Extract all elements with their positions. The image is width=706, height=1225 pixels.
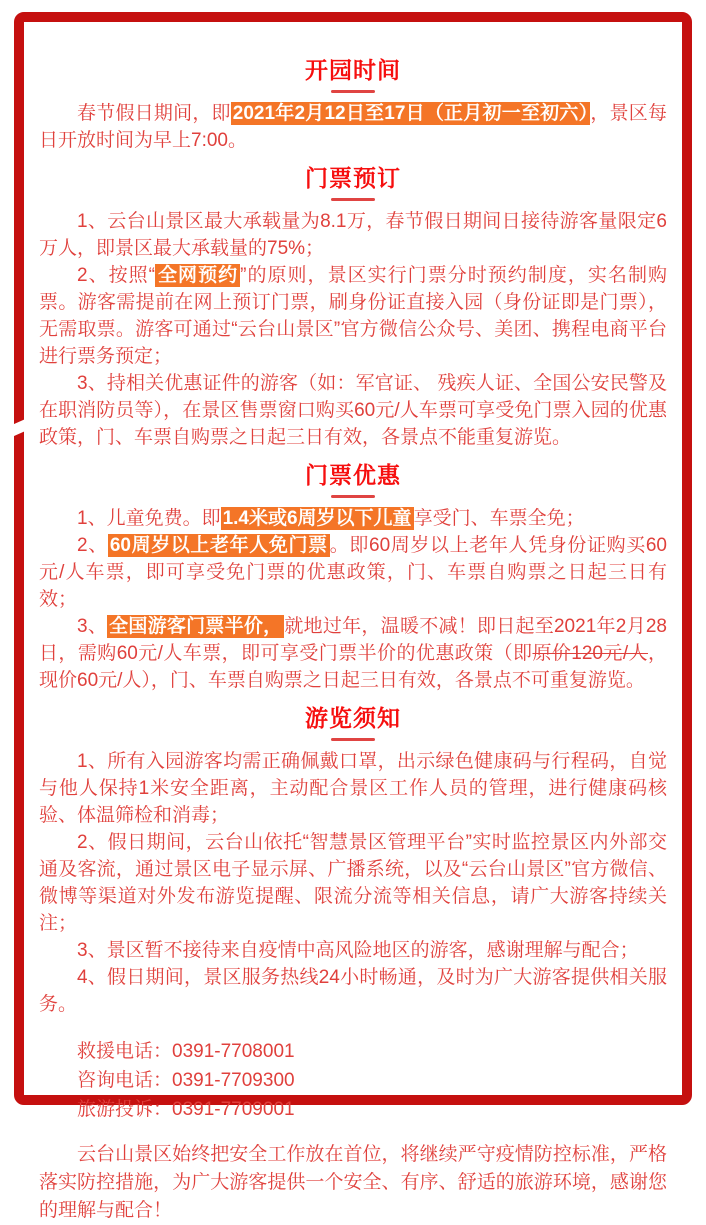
section-title: 门票优惠 (305, 462, 401, 488)
text-run: 2、假日期间，云台山依托“智慧景区管理平台”实时监控景区内外部交通及客流，通过景区电子显示屏、广播系统，以及“云台山景区”官方微信、微博等渠道对外发布游览提醒、限流分流等相关信息，请广大游客持续关注； (39, 832, 667, 934)
text-run: ，景区每日开放时间为早上7:00。 (39, 103, 667, 151)
highlighted-text: 全国游客门票半价， (109, 616, 283, 637)
inquiry-phone-line (39, 1067, 667, 1094)
section-ticket-booking (39, 164, 667, 451)
text-run: 享受门、车票全免； (413, 508, 585, 529)
paragraph (39, 370, 667, 451)
section-title: 门票预订 (305, 165, 401, 191)
phone-number: 0391-7709001 (172, 1099, 295, 1120)
complaint-phone-line (39, 1096, 667, 1123)
title-divider (331, 495, 375, 498)
text-run: 就地过年，温暖不减！即日起至2021年2月28日，需购60元/人车票，即可享受门票半价的优惠政策（即 (39, 616, 667, 664)
text-run: 1、所有入园游客均需正确佩戴口罩，出示绿色健康码与行程码，自觉与他人保持1米安全距离，主动配合景区工作人员的管理，进行健康码核验、体温筛检和消毒； (39, 751, 667, 826)
text-run: ，现价60元/人），门、车票自购票之日起三日有效，各景点不可重复游览。 (39, 643, 667, 691)
text-run: 。即60周岁以上老年人凭身份证购买60元/人车票，即可享受免门票的优惠政策，门、车票自购票之日起三日有效； (39, 535, 667, 610)
text-run: 3、持相关优惠证件的游客（如：军官证、 残疾人证、全国公安民警及在职消防员等），在景区售票窗口购买60元/人车票可享受免门票入园的优惠政策，门、车票自购票之日起三日有效，各景点不能重复游览。 (39, 373, 667, 448)
paragraph (39, 748, 667, 829)
notice-content (24, 22, 682, 1221)
highlighted-text: 2021年2月12日至17日（正月初一至初六） (232, 103, 589, 124)
paragraph (39, 262, 667, 370)
phone-number: 0391-7709300 (172, 1070, 295, 1091)
phone-label: 咨询电话： (77, 1070, 173, 1091)
section-visitor-notice (39, 704, 667, 1018)
paragraph (39, 208, 667, 262)
section-title: 游览须知 (305, 705, 401, 731)
text-run: 3、景区暂不接待来自疫情中高风险地区的游客，感谢理解与配合； (77, 940, 639, 961)
paragraph (39, 100, 667, 154)
section-opening-time (39, 56, 667, 154)
text-run: 1、儿童免费。即 (77, 508, 221, 529)
phone-number: 0391-7708001 (172, 1041, 295, 1062)
paragraph (39, 964, 667, 1018)
text-run: ”的原则，景区实行门票分时预约制度，实名制购票。游客需提前在网上预订门票，刷身份证直接入园（身份证即是门票），无需取票。游客可通过“云台山景区”官方微信公众号、美团、携程电商平台进行票务预定； (39, 265, 667, 367)
text-run: 1、云台山景区最大承载量为8.1万，春节假日期间日接待游客量限定6万人，即景区最大承载量的75%； (39, 211, 667, 259)
contact-phone-list (39, 1038, 667, 1123)
text-run: 春节假日期间，即 (77, 103, 231, 124)
text-run: 2、 (77, 535, 108, 556)
highlighted-text: 60周岁以上老年人免门票 (109, 535, 328, 556)
paragraph (39, 505, 667, 532)
section-ticket-discounts (39, 461, 667, 694)
paragraph (39, 937, 667, 964)
text-run: 4、假日期间，景区服务热线24小时畅通，及时为广大游客提供相关服务。 (39, 967, 667, 1015)
rescue-phone-line (39, 1038, 667, 1065)
paragraph (39, 613, 667, 694)
highlighted-text: 1.4米或6周岁以下儿童 (222, 508, 412, 529)
highlighted-text: 全网预约 (157, 265, 239, 286)
closing-paragraph: 云台山景区始终把安全工作放在首位，将继续严守疫情防控标准，严格落实防控措施，为广大游客提供一个安全、有序、舒适的旅游环境，感谢您的理解与配合！ (39, 1144, 667, 1221)
strikethrough-text: 原价120元/人 (532, 643, 648, 664)
text-run: 2、按照“ (77, 265, 155, 286)
paragraph (39, 829, 667, 937)
section-title: 开园时间 (305, 57, 401, 83)
title-divider (331, 738, 375, 741)
title-divider (331, 198, 375, 201)
title-divider (331, 90, 375, 93)
paragraph (39, 532, 667, 613)
phone-label: 救援电话： (77, 1041, 173, 1062)
phone-label: 旅游投诉： (77, 1099, 173, 1120)
text-run: 3、 (77, 616, 108, 637)
